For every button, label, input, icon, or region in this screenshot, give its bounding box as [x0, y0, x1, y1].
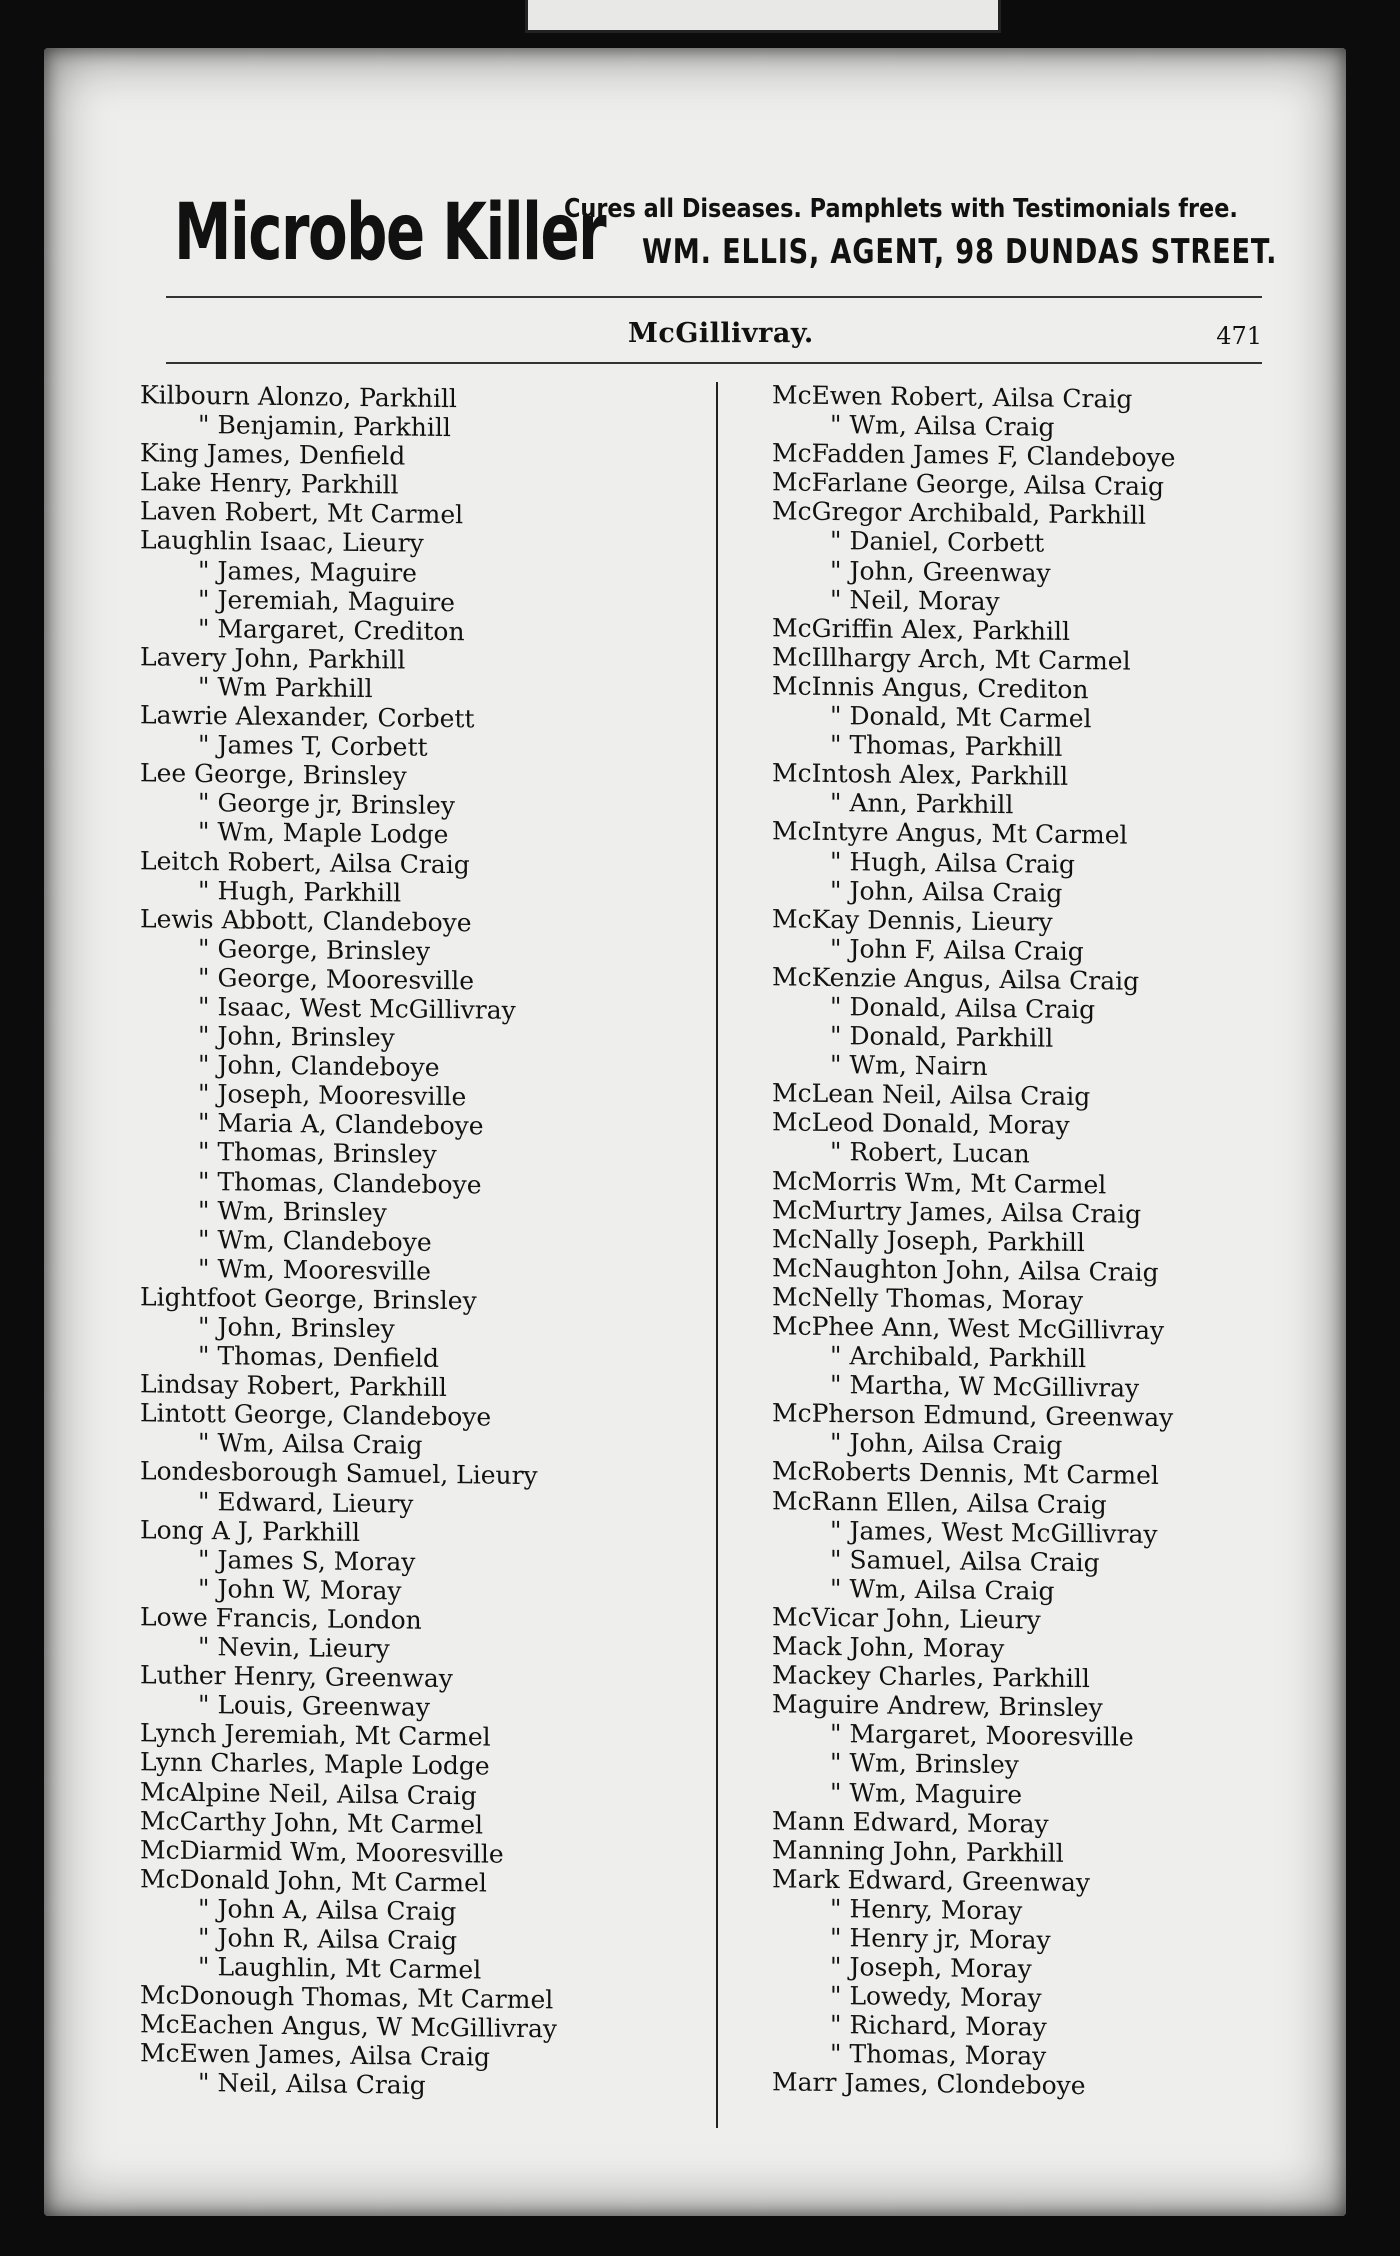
- directory-entry: McLean Neil, Ailsa Craig: [772, 1078, 1091, 1112]
- directory-entry: Lake Henry, Parkhill: [140, 467, 399, 500]
- directory-entry: " Henry jr, Moray: [830, 1922, 1051, 1955]
- directory-entry: " John, Ailsa Craig: [830, 1428, 1063, 1461]
- directory-entry: " Neil, Ailsa Craig: [198, 2068, 426, 2101]
- directory-entry: " Henry, Moray: [830, 1893, 1023, 1926]
- ad-tagline: Cures all Diseases. Pamphlets with Testimonials free.: [564, 194, 1238, 224]
- directory-entry: King James, Denfield: [140, 438, 406, 471]
- directory-entry: " Edward, Lieury: [198, 1486, 414, 1519]
- directory-entry: " Thomas, Brinsley: [198, 1137, 437, 1170]
- directory-entry: " Nevin, Lieury: [198, 1632, 390, 1664]
- directory-entry: Lynch Jeremiah, Mt Carmel: [140, 1718, 491, 1752]
- directory-entry: Lawrie Alexander, Corbett: [140, 700, 475, 734]
- directory-entry: McNelly Thomas, Moray: [772, 1282, 1084, 1315]
- directory-entry: " Jeremiah, Maguire: [198, 584, 455, 617]
- page-header: [166, 318, 1262, 358]
- directory-entry: " Samuel, Ailsa Craig: [830, 1544, 1100, 1578]
- directory-entry: " Ann, Parkhill: [830, 788, 1014, 820]
- header-rule: [166, 362, 1262, 364]
- directory-entry: McDiarmid Wm, Mooresville: [140, 1834, 504, 1869]
- directory-entry: " George, Mooresville: [198, 962, 475, 996]
- directory-entry: Lavery John, Parkhill: [140, 642, 406, 675]
- directory-entry: " Thomas, Denfield: [198, 1341, 440, 1374]
- directory-entry: " Wm Parkhill: [198, 671, 373, 704]
- directory-entry: Lowe Francis, London: [140, 1602, 422, 1635]
- directory-entry: " Benjamin, Parkhill: [198, 410, 451, 443]
- directory-entry: " Donald, Parkhill: [830, 1021, 1054, 1053]
- directory-entry: Mackey Charles, Parkhill: [772, 1660, 1090, 1694]
- directory-entry: " Margaret, Crediton: [198, 613, 465, 646]
- directory-entry: McCarthy John, Mt Carmel: [140, 1805, 484, 1840]
- directory-entry: Lee George, Brinsley: [140, 758, 407, 791]
- directory-entry: McRann Ellen, Ailsa Craig: [772, 1485, 1107, 1519]
- directory-entry: " Wm, Maguire: [830, 1777, 1023, 1809]
- directory-entry: McKay Dennis, Lieury: [772, 903, 1053, 937]
- directory-entry: Mann Edward, Moray: [772, 1805, 1049, 1839]
- directory-entry: " Richard, Moray: [830, 2010, 1047, 2042]
- directory-entry: McInnis Angus, Crediton: [772, 671, 1089, 705]
- directory-entry: Manning John, Parkhill: [772, 1834, 1064, 1868]
- directory-entry: McNaughton John, Ailsa Craig: [772, 1253, 1159, 1287]
- directory-entry: " John A, Ailsa Craig: [198, 1893, 457, 1927]
- directory-entry: " Hugh, Parkhill: [198, 875, 402, 908]
- directory-entry: " Thomas, Parkhill: [830, 730, 1063, 762]
- directory-entry: " Wm, Ailsa Craig: [198, 1428, 423, 1461]
- directory-entry: Leitch Robert, Ailsa Craig: [140, 845, 470, 879]
- ad-agent: WM. ELLIS, AGENT, 98 DUNDAS STREET.: [642, 232, 1278, 272]
- directory-entry: " Hugh, Ailsa Craig: [830, 846, 1076, 879]
- directory-entry: McEwen Robert, Ailsa Craig: [772, 380, 1133, 414]
- directory-entry: " Joseph, Moray: [830, 1952, 1032, 1984]
- directory-entry: Londesborough Samuel, Lieury: [140, 1456, 538, 1491]
- directory-entry: McAlpine Neil, Ailsa Craig: [140, 1776, 477, 1810]
- directory-entry: " James T, Corbett: [198, 730, 428, 762]
- directory-entry: Luther Henry, Greenway: [140, 1660, 453, 1694]
- directory-entry: " Laughlin, Mt Carmel: [198, 1952, 482, 1985]
- directory-entry: McEwen James, Ailsa Craig: [140, 2038, 490, 2072]
- directory-entry: Mark Edward, Greenway: [772, 1864, 1090, 1897]
- directory-entry: " John, Ailsa Craig: [830, 875, 1063, 908]
- directory-entry: " James, West McGillivray: [830, 1515, 1158, 1549]
- directory-entry: McEachen Angus, W McGillivray: [140, 2009, 557, 2044]
- right-column: [772, 380, 1382, 2101]
- directory-entry: Lynn Charles, Maple Lodge: [140, 1747, 490, 1781]
- directory-entry: McVicar John, Lieury: [772, 1602, 1041, 1635]
- directory-entry: McDonough Thomas, Mt Carmel: [140, 1980, 554, 2015]
- directory-entry: " Margaret, Mooresville: [830, 1719, 1134, 1753]
- scanner-tab: [525, 0, 1001, 33]
- directory-entry: " James, Maguire: [198, 555, 417, 588]
- directory-entry: McLeod Donald, Moray: [772, 1107, 1070, 1141]
- directory-entry: Lindsay Robert, Parkhill: [140, 1369, 447, 1403]
- directory-entry: McPherson Edmund, Greenway: [772, 1398, 1174, 1433]
- directory-entry: " Joseph, Mooresville: [198, 1079, 467, 1112]
- directory-entry: McGriffin Alex, Parkhill: [772, 613, 1070, 646]
- directory-entry: Lintott George, Clandeboye: [140, 1398, 492, 1432]
- directory-entry: McNally Joseph, Parkhill: [772, 1223, 1085, 1257]
- directory-entry: " George, Brinsley: [198, 933, 431, 966]
- directory-entry: McPhee Ann, West McGillivray: [772, 1311, 1165, 1346]
- directory-entry: " Daniel, Corbett: [830, 526, 1045, 559]
- directory-entry: McFarlane George, Ailsa Craig: [772, 467, 1165, 502]
- directory-entry: Marr James, Clondeboye: [772, 2067, 1086, 2101]
- directory-entry: " Wm, Nairn: [830, 1050, 988, 1082]
- advertisement: [126, 126, 1276, 296]
- directory-entry: McDonald John, Mt Carmel: [140, 1864, 487, 1898]
- directory-entry: " Thomas, Clandeboye: [198, 1166, 482, 1199]
- directory-entry: Lewis Abbott, Clandeboye: [140, 903, 472, 938]
- directory-entry: Laven Robert, Mt Carmel: [140, 496, 464, 530]
- directory-entry: Kilbourn Alonzo, Parkhill: [140, 380, 457, 414]
- directory-entry: McIntosh Alex, Parkhill: [772, 758, 1069, 792]
- directory-entry: " Donald, Ailsa Craig: [830, 991, 1096, 1025]
- directory-entry: " Archibald, Parkhill: [830, 1341, 1087, 1374]
- directory-entry: Lightfoot George, Brinsley: [140, 1282, 477, 1316]
- directory-entry: " John W, Moray: [198, 1573, 402, 1606]
- directory-entry: " Louis, Greenway: [198, 1690, 430, 1723]
- directory-entry: " Lowedy, Moray: [830, 1981, 1042, 2013]
- ad-divider-rule: [166, 296, 1262, 298]
- directory-entry: McMurtry James, Ailsa Craig: [772, 1194, 1142, 1229]
- directory-entry: McIntyre Angus, Mt Carmel: [772, 816, 1128, 851]
- left-column: [140, 380, 750, 2101]
- directory-entry: " John, Greenway: [830, 555, 1051, 588]
- directory-entry: McRoberts Dennis, Mt Carmel: [772, 1456, 1159, 1491]
- directory-entry: " Wm, Mooresville: [198, 1253, 431, 1286]
- directory-entry: " Wm, Clandeboye: [198, 1224, 432, 1257]
- directory-entry: McMorris Wm, Mt Carmel: [772, 1165, 1107, 1199]
- directory-entry: " Robert, Lucan: [830, 1137, 1030, 1169]
- directory-entry: Long A J, Parkhill: [140, 1514, 360, 1547]
- directory-entry: " Wm, Maple Lodge: [198, 817, 449, 850]
- directory-entry: " Thomas, Moray: [830, 2039, 1047, 2071]
- directory-entry: " Neil, Moray: [830, 584, 1000, 616]
- directory-entry: " Wm, Ailsa Craig: [830, 410, 1055, 442]
- directory-entry: McFadden James F, Clandeboye: [772, 438, 1176, 473]
- directory-entry: " John, Brinsley: [198, 1021, 395, 1053]
- directory-entry: " James S, Moray: [198, 1544, 416, 1577]
- ad-brand: Microbe Killer: [174, 188, 606, 278]
- directory-entry: Mack John, Moray: [772, 1631, 1005, 1664]
- directory-entry: " Martha, W McGillivray: [830, 1370, 1140, 1403]
- directory-entry: " George jr, Brinsley: [198, 788, 455, 821]
- directory-entry: " John, Clandeboye: [198, 1050, 440, 1083]
- directory-entry: " Wm, Brinsley: [830, 1748, 1019, 1780]
- directory-entry: " Donald, Mt Carmel: [830, 701, 1092, 734]
- directory-entry: " Wm, Brinsley: [198, 1195, 387, 1227]
- directory-entry: Laughlin Isaac, Lieury: [140, 525, 424, 559]
- directory-entry: " Isaac, West McGillivray: [198, 991, 516, 1025]
- directory-entry: " John R, Ailsa Craig: [198, 1922, 458, 1956]
- directory-entry: McGregor Archibald, Parkhill: [772, 496, 1146, 531]
- directory-entry: " John, Brinsley: [198, 1311, 395, 1344]
- page-number: 471: [1216, 322, 1262, 350]
- directory-entry: " John F, Ailsa Craig: [830, 933, 1084, 966]
- directory-entry: McKenzie Angus, Ailsa Craig: [772, 962, 1140, 996]
- directory-entry: " Maria A, Clandeboye: [198, 1108, 484, 1141]
- directory-entry: McIllhargy Arch, Mt Carmel: [772, 642, 1131, 676]
- directory-entry: Maguire Andrew, Brinsley: [772, 1689, 1103, 1723]
- directory-entry: " Wm, Ailsa Craig: [830, 1573, 1055, 1606]
- page-title: McGillivray.: [628, 318, 814, 349]
